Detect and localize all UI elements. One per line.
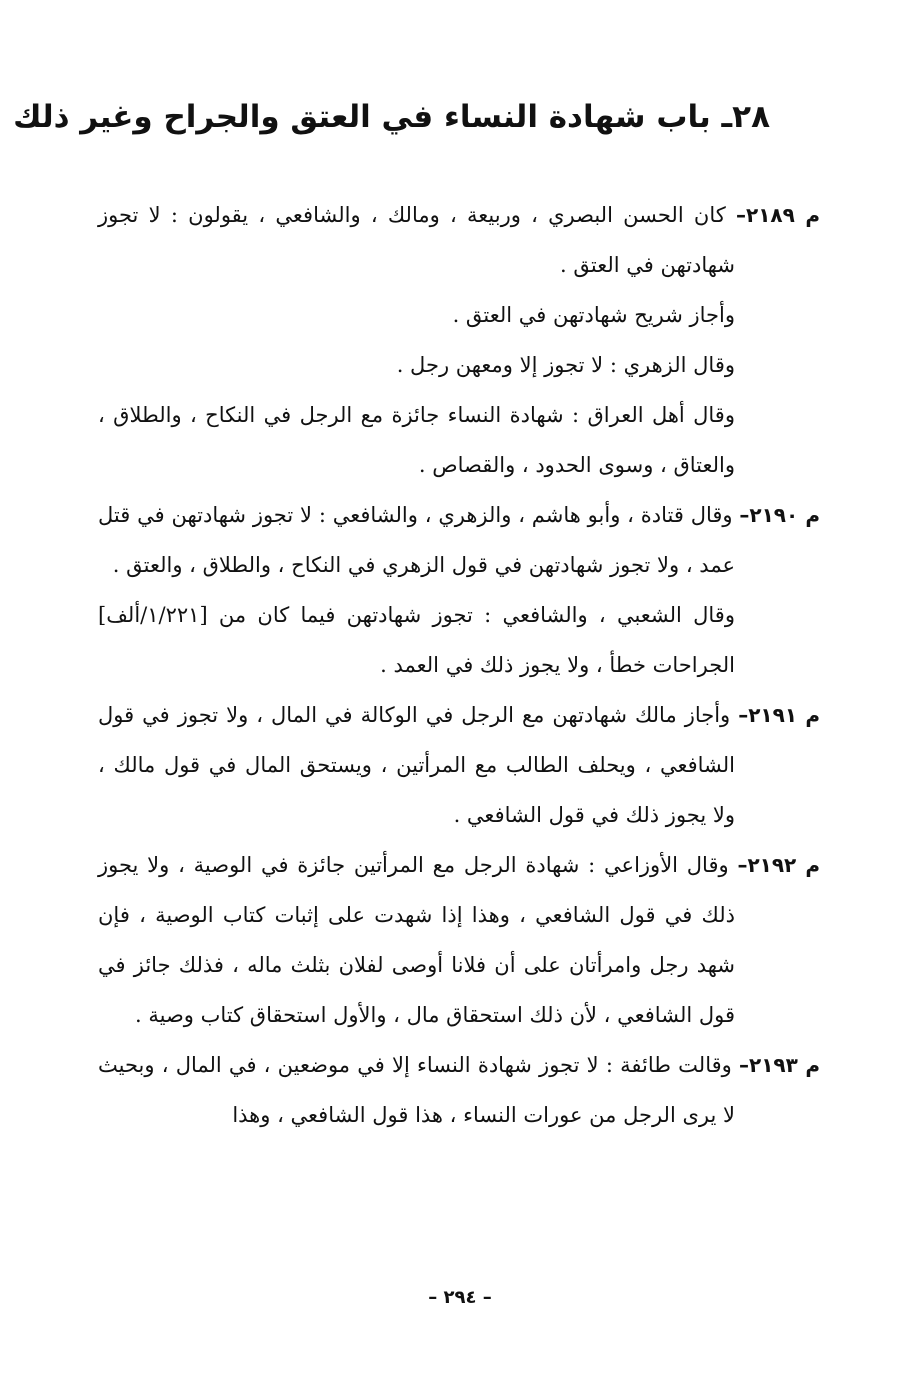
entry-number: م ٢١٩٢– — [737, 853, 821, 877]
entry-continuation: وقال أهل العراق : شهادة النساء جائزة مع الرجل في النكاح ، والطلاق ، والعتاق ، وسوى الحدود ، والقصاص . — [98, 403, 735, 477]
entry-2193 — [98, 1040, 820, 1140]
entry-2192 — [98, 840, 820, 1040]
entry-number: م ٢١٩٠– — [739, 503, 820, 527]
entry-continuation: وقال الشعبي ، والشافعي : تجوز شهادتهن فيما كان من [١/٢٢١/ألف] الجراحات خطأ ، ولا يجوز ذلك في العمد . — [98, 603, 735, 677]
entry-2190 — [98, 490, 820, 590]
chapter-heading: ٢٨ـ باب شهادة النساء في العتق والجراح وغير ذلك — [13, 99, 770, 135]
page-number: – ٢٩٤ – — [428, 1287, 492, 1308]
entry-number: م ٢١٩٣– — [739, 1053, 820, 1077]
entry-text: وقال قتادة ، وأبو هاشم ، والزهري ، والشافعي : لا تجوز شهادتهن في قتل عمد ، ولا تجوز شهادتهن في قول الزهري في النكاح ، والطلاق ، والعتق . — [98, 503, 735, 577]
page-body — [98, 190, 820, 1140]
entry-2191 — [98, 690, 820, 840]
entry-number: م ٢١٨٩– — [735, 203, 820, 227]
entry-text: وقال الأوزاعي : شهادة الرجل مع المرأتين جائزة في الوصية ، ولا يجوز ذلك في قول الشافعي ، وهذا إذا شهدت على إثبات كتاب الوصية ، فإن شهد رجل وامرأتان على أن فلانا أوصى لفلان بثلث ماله ، فذلك جائز في قول الشافعي ، لأن ذلك استحقاق مال ، والأول استحقاق كتاب وصية . — [98, 853, 735, 1027]
entry-text: وأجاز مالك شهادتهن مع الرجل في الوكالة في المال ، ولا تجوز في قول الشافعي ، ويحلف الطالب مع المرأتين ، ويستحق المال في قول مالك ، ولا يجوز ذلك في قول الشافعي . — [98, 703, 735, 827]
entry-2189 — [98, 190, 820, 290]
entry-number: م ٢١٩١– — [738, 703, 820, 727]
entry-continuation: وأجاز شريح شهادتهن في العتق . — [452, 303, 735, 327]
entry-continuation: وقال الزهري : لا تجوز إلا ومعهن رجل . — [396, 353, 735, 377]
entry-text: كان الحسن البصري ، وربيعة ، ومالك ، والشافعي ، يقولون : لا تجوز شهادتهن في العتق . — [98, 203, 735, 277]
entry-text: وقالت طائفة : لا تجوز شهادة النساء إلا في موضعين ، في المال ، وبحيث لا يرى الرجل من عورات النساء ، هذا قول الشافعي ، وهذا — [98, 1053, 735, 1127]
